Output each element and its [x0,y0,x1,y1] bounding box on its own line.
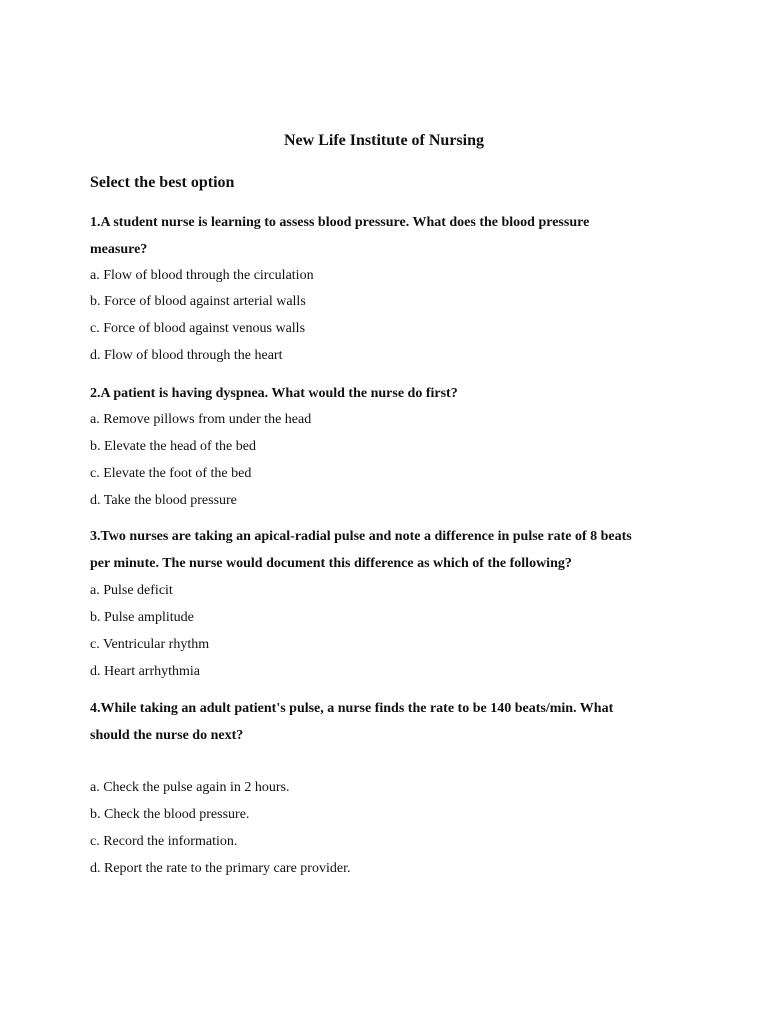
question-4-option-a: a. Check the pulse again in 2 hours. [90,780,290,795]
question-3-option-d: d. Heart arrhythmia [90,664,201,679]
question-4-stem: 4.While taking an adult patient's pulse, a nurse finds the rate to be 140 beats/min. What should the nurse do next? [90,701,614,743]
question-1-option-a: a. Flow of blood through the circulation [90,268,314,283]
question-1-option-b: b. Force of blood against arterial walls [90,294,306,309]
question-3-option-a: a. Pulse deficit [90,583,173,598]
question-1-stem: 1.A student nurse is learning to assess blood pressure. What does the blood pressure measure? [90,215,590,257]
question-2-stem: 2.A patient is having dyspnea. What would the nurse do first? [90,386,458,401]
question-1-option-d: d. Flow of blood through the heart [90,348,283,363]
question-2-option-b: b. Elevate the head of the bed [90,439,256,454]
instructions-heading: Select the best option [90,174,235,191]
question-3-option-b: b. Pulse amplitude [90,610,194,625]
question-3-option-c: c. Ventricular rhythm [90,637,210,652]
question-2-option-a: a. Remove pillows from under the head [90,412,312,427]
question-2-option-c: c. Elevate the foot of the bed [90,466,252,481]
question-3-stem: 3.Two nurses are taking an apical-radial pulse and note a difference in pulse rate of 8 beats per minute. The nurse would document this difference as which of the following? [90,529,632,571]
question-4-option-b: b. Check the blood pressure. [90,807,250,822]
question-1-option-c: c. Force of blood against venous walls [90,321,306,336]
question-2-option-d: d. Take the blood pressure [90,493,237,508]
document-title: New Life Institute of Nursing [284,132,484,149]
question-4-option-c: c. Record the information. [90,834,238,849]
question-4-option-d: d. Report the rate to the primary care provider. [90,861,351,876]
